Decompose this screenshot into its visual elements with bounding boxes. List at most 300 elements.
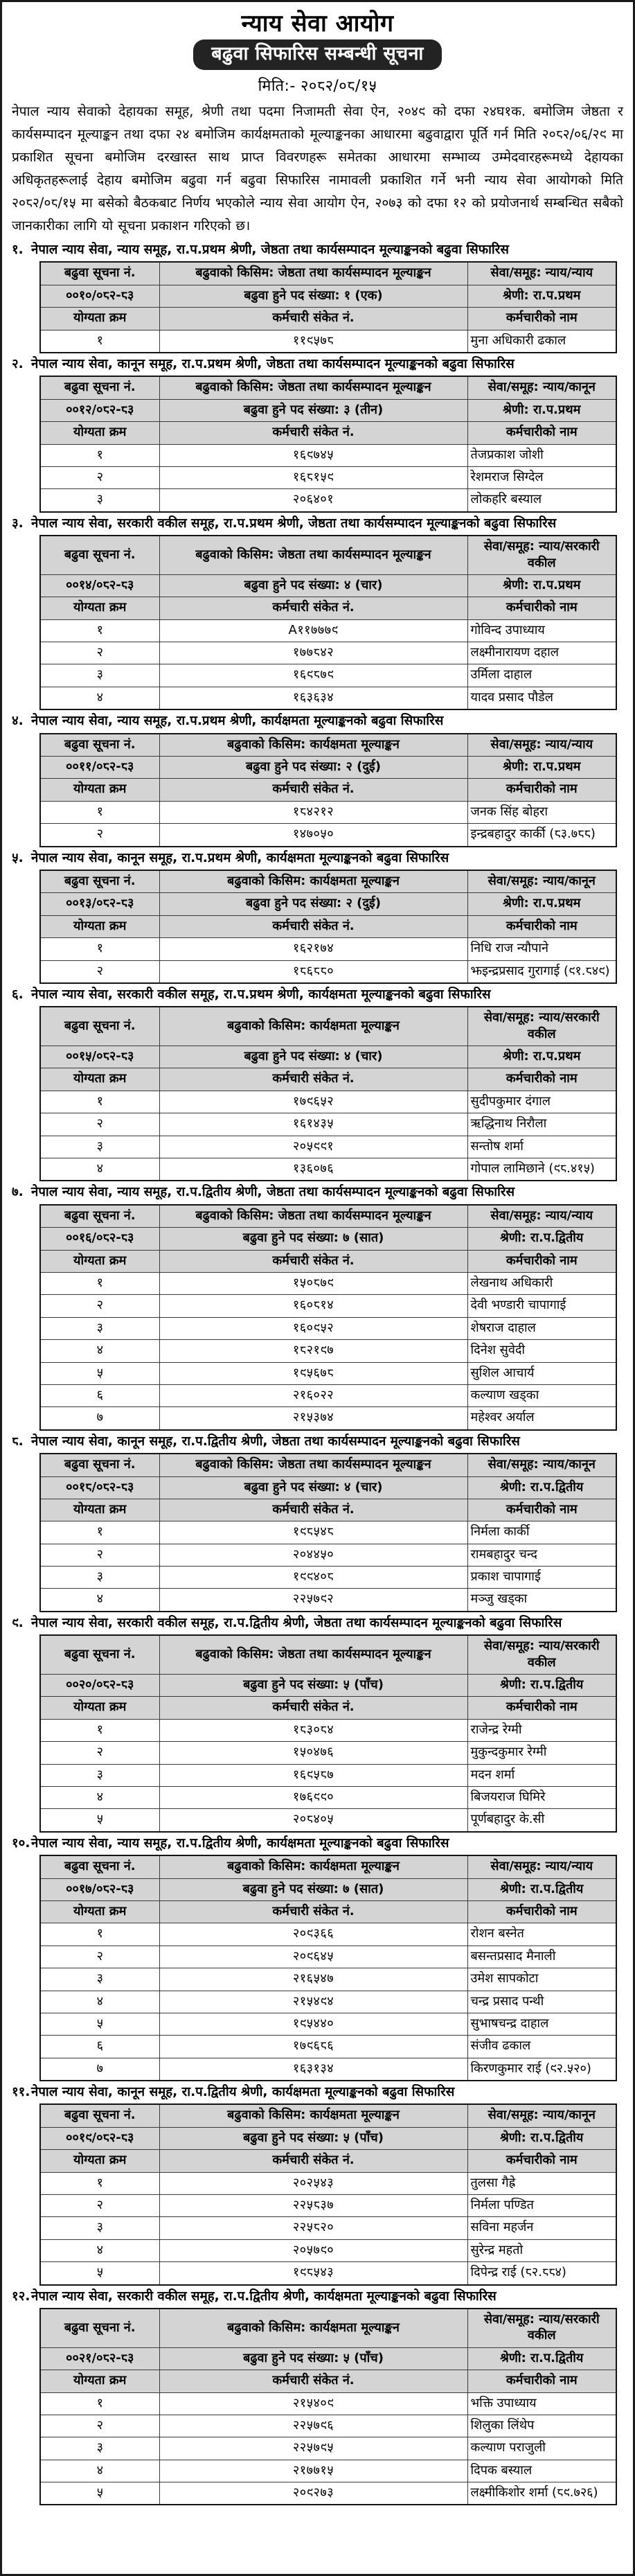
table-row	[40, 1991, 616, 2013]
employee-name: बिजयराज घिमिरे	[467, 1786, 616, 1808]
post-count-cell: बढुवा हुने पद संख्या: ५ (पाँच)	[159, 2127, 467, 2149]
section-number: ४.	[12, 714, 24, 729]
merit-rank: २	[40, 960, 159, 983]
table-meta-row	[40, 536, 616, 574]
employee-code: १६९५८७	[159, 1764, 467, 1786]
notice-no-value: ००१२/०८२-८३	[40, 399, 159, 421]
column-header-employee-code: कर्मचारी संकेत नं.	[159, 1250, 467, 1272]
table-meta-row	[40, 870, 616, 893]
service-group-cell: सेवा/समूह: न्याय/सरकारी वकील	[467, 2309, 616, 2347]
section-number: ६.	[12, 987, 24, 1002]
merit-rank: २	[40, 2195, 159, 2217]
column-header-employee-name: कर्मचारीको नाम	[467, 2370, 616, 2392]
table-row	[40, 466, 616, 488]
employee-name: कल्याण खड्का	[467, 1384, 616, 1406]
promotion-section	[12, 986, 623, 1182]
employee-name: निर्मला पण्डित	[467, 2195, 616, 2217]
merit-rank: ३	[40, 664, 159, 687]
employee-name: गोपाल लामिछाने (९८.४१५)	[467, 1158, 616, 1181]
section-heading	[12, 1614, 623, 1632]
column-header-merit: योग्यता क्रम	[40, 1900, 159, 1923]
post-count-cell: बढुवा हुने पद संख्या: ४ (चार)	[159, 1476, 467, 1499]
notice-no-value: ००१०/०८२-८३	[40, 285, 159, 307]
table-meta-row	[40, 2127, 616, 2149]
employee-code: १५०४७६	[159, 1742, 467, 1764]
employee-code: २०९३६६	[159, 1923, 467, 1946]
employee-code: A११७७७९	[159, 619, 467, 642]
employee-code: १३६०७६	[159, 1158, 467, 1181]
promotion-kind-cell: बढुवाको किसिम: कार्यक्षमता मूल्याङ्कन	[159, 734, 467, 757]
notice-no-value: ००२१/०८२-८३	[40, 2347, 159, 2370]
merit-rank: १	[40, 1719, 159, 1741]
employee-code: १६०८१४	[159, 1295, 467, 1317]
table-row	[40, 1742, 616, 1764]
section-heading	[12, 712, 623, 730]
promotion-kind-cell: बढुवाको किसिम: कार्यक्षमता मूल्याङ्कन	[159, 2309, 467, 2347]
employee-code: २०६४०१	[159, 489, 467, 512]
table-row	[40, 1719, 616, 1741]
employee-code: १९८५४३	[159, 2262, 467, 2285]
employee-code: १८४२१२	[159, 801, 467, 823]
employee-name: रेशमराज सिग्देल	[467, 466, 616, 488]
table-meta-row	[40, 574, 616, 597]
notice-no-value: ००१७/०८२-८३	[40, 1878, 159, 1900]
notice-no-label: बढुवा सूचना नं.	[40, 262, 159, 285]
section-number: १२.	[12, 2288, 30, 2304]
section-number: ५.	[12, 850, 24, 865]
employee-name: मुना अधिकारी ढकाल	[467, 330, 616, 353]
column-header-employee-name: कर्मचारीको नाम	[467, 1900, 616, 1923]
column-header-employee-name: कर्मचारीको नाम	[467, 779, 616, 801]
table-row	[40, 1273, 616, 1295]
employee-code: १७९६८६	[159, 2036, 467, 2058]
table-meta-row	[40, 376, 616, 399]
merit-rank: ३	[40, 489, 159, 512]
masthead	[12, 6, 623, 98]
service-group-cell: सेवा/समूह: न्याय/कानून	[467, 870, 616, 893]
merit-rank: १	[40, 1923, 159, 1946]
section-title: नेपाल न्याय सेवा, सरकारी वकील समूह, रा.प.द्वितीय श्रेणी, जेष्ठता तथा कार्यसम्पादन मूल्याङ्कनको बढुवा सिफारिस	[31, 1615, 562, 1630]
merit-rank: १	[40, 938, 159, 960]
employee-name: महेश्वर अर्याल	[467, 1407, 616, 1430]
employee-code: २१६०२२	[159, 1384, 467, 1406]
section-title: नेपाल न्याय सेवा, कानून समूह, रा.प.प्रथम श्रेणी, कार्यक्षमता मूल्याङ्कनको बढुवा सिफारिस	[31, 850, 449, 865]
section-title: नेपाल न्याय सेवा, न्याय समूह, रा.प.प्रथम श्रेणी, जेष्ठता तथा कार्यसम्पादन मूल्याङ्कनको बढुवा सिफारिस	[31, 242, 509, 258]
table-row	[40, 1317, 616, 1339]
notice-no-label: बढुवा सूचना नं.	[40, 2309, 159, 2347]
table-meta-row	[40, 1228, 616, 1250]
notice-no-value: ००१३/०८२-८३	[40, 893, 159, 915]
employee-name: चन्द्र प्रसाद पन्थी	[467, 1991, 616, 2013]
table-column-header-row	[40, 422, 616, 444]
table-row	[40, 2415, 616, 2437]
merit-rank: २	[40, 1742, 159, 1764]
table-meta-row	[40, 262, 616, 285]
employee-code: १६१४३५	[159, 1113, 467, 1136]
merit-rank: ३	[40, 2217, 159, 2239]
table-column-header-row	[40, 308, 616, 330]
employee-name: सुरेन्द्र महतो	[467, 2239, 616, 2261]
section-heading	[12, 355, 623, 373]
table-row	[40, 1136, 616, 1158]
section-heading	[12, 1835, 623, 1853]
employee-name: दिपक बस्याल	[467, 2460, 616, 2482]
employee-code: १६२१७४	[159, 938, 467, 960]
merit-rank: ५	[40, 1362, 159, 1384]
table-column-header-row	[40, 1697, 616, 1719]
column-header-employee-name: कर्मचारीको नाम	[467, 1499, 616, 1521]
employee-name: लक्ष्मीनारायण दहाल	[467, 642, 616, 664]
merit-rank: १	[40, 330, 159, 353]
employee-name: उर्मिला दाहाल	[467, 664, 616, 687]
table-row	[40, 1091, 616, 1113]
table-meta-row	[40, 2309, 616, 2347]
merit-rank: ३	[40, 2437, 159, 2460]
service-group-cell: सेवा/समूह: न्याय/सरकारी वकील	[467, 536, 616, 574]
column-header-employee-code: कर्मचारी संकेत नं.	[159, 1900, 467, 1923]
merit-rank: ५	[40, 2482, 159, 2505]
column-header-merit: योग्यता क्रम	[40, 308, 159, 330]
merit-rank: ७	[40, 1407, 159, 1430]
employee-code: १९५६७८	[159, 1362, 467, 1384]
table-column-header-row	[40, 597, 616, 619]
column-header-employee-name: कर्मचारीको नाम	[467, 308, 616, 330]
promotion-kind-cell: बढुवाको किसिम: जेष्ठता तथा कार्यसम्पादन मूल्याङ्कन	[159, 536, 467, 574]
employee-name: कल्याण पराजुली	[467, 2437, 616, 2460]
table-meta-row	[40, 285, 616, 307]
employee-name: उमेश सापकोटा	[467, 1968, 616, 1991]
table-column-header-row	[40, 915, 616, 937]
table-row	[40, 2239, 616, 2261]
promotion-kind-cell: बढुवाको किसिम: कार्यक्षमता मूल्याङ्कन	[159, 870, 467, 893]
employee-name: किरणकुमार राई (९२.५२०)	[467, 2058, 616, 2081]
table-row	[40, 2482, 616, 2505]
table-row	[40, 1946, 616, 1968]
section-number: ९.	[12, 1615, 24, 1630]
employee-code: १६८१५९	[159, 466, 467, 488]
table-row	[40, 1764, 616, 1786]
promotion-section	[12, 2083, 623, 2286]
notice-no-value: ००११/०८२-८३	[40, 757, 159, 779]
employee-code: २०९६४५	[159, 1946, 467, 1968]
promotion-table	[39, 1006, 617, 1181]
table-column-header-row	[40, 2150, 616, 2172]
table-meta-row	[40, 1454, 616, 1476]
employee-name: मदन शर्मा	[467, 1764, 616, 1786]
section-heading	[12, 515, 623, 533]
promotion-kind-cell: बढुवाको किसिम: जेष्ठता तथा कार्यसम्पादन मूल्याङ्कन	[159, 1454, 467, 1476]
employee-code: १८६८८०	[159, 960, 467, 983]
column-header-merit: योग्यता क्रम	[40, 779, 159, 801]
class-cell: श्रेणी: रा.प.प्रथम	[467, 399, 616, 421]
employee-code: २०५९९१	[159, 1136, 467, 1158]
merit-rank: १	[40, 1521, 159, 1544]
table-row	[40, 1158, 616, 1181]
merit-rank: ६	[40, 1384, 159, 1406]
column-header-merit: योग्यता क्रम	[40, 2370, 159, 2392]
merit-rank: ४	[40, 1786, 159, 1808]
employee-name: सन्तोष शर्मा	[467, 1136, 616, 1158]
promotion-table	[39, 733, 617, 847]
post-count-cell: बढुवा हुने पद संख्या: ५ (पाँच)	[159, 2347, 467, 2370]
notice-no-value: ००१४/०८२-८३	[40, 574, 159, 597]
section-heading	[12, 1183, 623, 1201]
column-header-employee-name: कर्मचारीको नाम	[467, 422, 616, 444]
column-header-employee-name: कर्मचारीको नाम	[467, 915, 616, 937]
employee-code: २०५७९०	[159, 2239, 467, 2261]
employee-code: १४७०५०	[159, 824, 467, 847]
section-title: नेपाल न्याय सेवा, सरकारी वकील समूह, रा.प.प्रथम श्रेणी, कार्यक्षमता मूल्याङ्कनको बढुवा सिफारिस	[31, 987, 491, 1002]
service-group-cell: सेवा/समूह: न्याय/न्याय	[467, 262, 616, 285]
table-row	[40, 1295, 616, 1317]
table-row	[40, 1113, 616, 1136]
table-row	[40, 2460, 616, 2482]
table-column-header-row	[40, 779, 616, 801]
table-row	[40, 2172, 616, 2194]
section-title: नेपाल न्याय सेवा, न्याय समूह, रा.प.प्रथम श्रेणी, कार्यक्षमता मूल्याङ्कनको बढुवा सिफारिस	[31, 714, 444, 729]
class-cell: श्रेणी: रा.प.प्रथम	[467, 893, 616, 915]
column-header-merit: योग्यता क्रम	[40, 1499, 159, 1521]
table-row	[40, 1809, 616, 1832]
promotion-section	[12, 515, 623, 711]
service-group-cell: सेवा/समूह: न्याय/कानून	[467, 376, 616, 399]
merit-rank: ४	[40, 1991, 159, 2013]
table-meta-row	[40, 399, 616, 421]
column-header-employee-name: कर्मचारीको नाम	[467, 597, 616, 619]
merit-rank: १	[40, 2172, 159, 2194]
table-meta-row	[40, 1046, 616, 1068]
class-cell: श्रेणी: रा.प.प्रथम	[467, 1046, 616, 1068]
section-number: ७.	[12, 1185, 24, 1200]
post-count-cell: बढुवा हुने पद संख्या: २ (दुई)	[159, 893, 467, 915]
employee-code: ११९५७८	[159, 330, 467, 353]
promotion-table	[39, 870, 617, 984]
merit-rank: ४	[40, 687, 159, 709]
employee-name: रामबहादुर चन्द	[467, 1544, 616, 1566]
table-meta-row	[40, 2104, 616, 2127]
promotion-kind-cell: बढुवाको किसिम: जेष्ठता तथा कार्यसम्पादन मूल्याङ्कन	[159, 262, 467, 285]
class-cell: श्रेणी: रा.प.द्वितीय	[467, 1878, 616, 1900]
column-header-merit: योग्यता क्रम	[40, 1697, 159, 1719]
employee-name: सुदीपकुमार दंगाल	[467, 1091, 616, 1113]
employee-name: तेजप्रकाश जोशी	[467, 444, 616, 466]
merit-rank: ५	[40, 2262, 159, 2285]
class-cell: श्रेणी: रा.प.द्वितीय	[467, 1476, 616, 1499]
table-row	[40, 2195, 616, 2217]
employee-name: दिनेश सुवेदी	[467, 1340, 616, 1362]
column-header-merit: योग्यता क्रम	[40, 1250, 159, 1272]
post-count-cell: बढुवा हुने पद संख्या: ४ (चार)	[159, 574, 467, 597]
section-heading	[12, 849, 623, 867]
employee-code: २२५७९२	[159, 1589, 467, 1612]
sections-container	[12, 241, 623, 2505]
promotion-table	[39, 2103, 617, 2285]
employee-code: २१५४०९	[159, 2392, 467, 2415]
promotion-section	[12, 849, 623, 984]
table-row	[40, 619, 616, 642]
employee-name: सविना महर्जन	[467, 2217, 616, 2239]
table-row	[40, 330, 616, 353]
organization-title: न्याय सेवा आयोग	[241, 10, 394, 37]
notice-no-label: बढुवा सूचना नं.	[40, 1454, 159, 1476]
promotion-kind-cell: बढुवाको किसिम: जेष्ठता तथा कार्यसम्पादन मूल्याङ्कन	[159, 376, 467, 399]
table-row	[40, 2013, 616, 2035]
employee-name: यादव प्रसाद पौडेल	[467, 687, 616, 709]
employee-name: राजेन्द्र रेग्मी	[467, 1719, 616, 1741]
post-count-cell: बढुवा हुने पद संख्या: ३ (तीन)	[159, 399, 467, 421]
promotion-table	[39, 1855, 617, 2081]
notice-date: मिति:- २०८२/०८/१५	[258, 77, 377, 95]
table-meta-row	[40, 1007, 616, 1046]
service-group-cell: सेवा/समूह: न्याय/सरकारी वकील	[467, 1007, 616, 1046]
employee-name: मञ्जु खड्का	[467, 1589, 616, 1612]
column-header-merit: योग्यता क्रम	[40, 1068, 159, 1091]
employee-code: १६०९५२	[159, 1317, 467, 1339]
column-header-employee-code: कर्मचारी संकेत नं.	[159, 597, 467, 619]
section-number: ८.	[12, 1433, 24, 1449]
column-header-employee-code: कर्मचारी संकेत नं.	[159, 422, 467, 444]
table-column-header-row	[40, 1250, 616, 1272]
notice-no-label: बढुवा सूचना नं.	[40, 1635, 159, 1674]
class-cell: श्रेणी: रा.प.प्रथम	[467, 757, 616, 779]
employee-code: १९९४०८	[159, 1567, 467, 1589]
merit-rank: २	[40, 1946, 159, 1968]
service-group-cell: सेवा/समूह: न्याय/कानून	[467, 2104, 616, 2127]
employee-name: शिलुका लिंथेप	[467, 2415, 616, 2437]
merit-rank: १	[40, 619, 159, 642]
table-row	[40, 2058, 616, 2081]
employee-code: २१५४९४	[159, 1991, 467, 2013]
table-row	[40, 938, 616, 960]
service-group-cell: सेवा/समूह: न्याय/सरकारी वकील	[467, 1635, 616, 1674]
column-header-employee-name: कर्मचारीको नाम	[467, 1697, 616, 1719]
promotion-section	[12, 712, 623, 847]
merit-rank: १	[40, 2392, 159, 2415]
table-row	[40, 2036, 616, 2058]
notice-no-label: बढुवा सूचना नं.	[40, 376, 159, 399]
notice-no-label: बढुवा सूचना नं.	[40, 536, 159, 574]
column-header-employee-code: कर्मचारी संकेत नं.	[159, 1068, 467, 1091]
column-header-employee-code: कर्मचारी संकेत नं.	[159, 915, 467, 937]
merit-rank: ३	[40, 1136, 159, 1158]
employee-code: २०८४०५	[159, 1809, 467, 1832]
promotion-section	[12, 355, 623, 513]
section-heading	[12, 2288, 623, 2306]
employee-code: १६९८७९	[159, 664, 467, 687]
section-number: ३.	[12, 515, 24, 531]
employee-name: शेषराज दाहाल	[467, 1317, 616, 1339]
post-count-cell: बढुवा हुने पद संख्या: ७ (सात)	[159, 1228, 467, 1250]
section-title: नेपाल न्याय सेवा, कानून समूह, रा.प.द्वितीय श्रेणी, जेष्ठता तथा कार्यसम्पादन मूल्याङ्कनको बढुवा सिफारिस	[31, 1433, 520, 1449]
table-row	[40, 1968, 616, 1991]
promotion-table	[39, 261, 617, 353]
notice-no-label: बढुवा सूचना नं.	[40, 1205, 159, 1228]
table-row	[40, 664, 616, 687]
table-row	[40, 1521, 616, 1544]
section-title: नेपाल न्याय सेवा, न्याय समूह, रा.प.द्वितीय श्रेणी, कार्यक्षमता मूल्याङ्कनको बढुवा सिफारिस	[31, 1835, 449, 1851]
class-cell: श्रेणी: रा.प.द्वितीय	[467, 2127, 616, 2149]
table-meta-row	[40, 2347, 616, 2370]
merit-rank: २	[40, 824, 159, 847]
merit-rank: ३	[40, 1317, 159, 1339]
promotion-kind-cell: बढुवाको किसिम: कार्यक्षमता मूल्याङ्कन	[159, 2104, 467, 2127]
employee-name: रोशन बस्नेत	[467, 1923, 616, 1946]
table-row	[40, 2392, 616, 2415]
employee-code: १७७८४२	[159, 642, 467, 664]
notice-no-value: ००१५/०८२-८३	[40, 1046, 159, 1068]
employee-name: लेखनाथ अधिकारी	[467, 1273, 616, 1295]
notice-no-label: बढुवा सूचना नं.	[40, 870, 159, 893]
table-row	[40, 801, 616, 823]
merit-rank: २	[40, 1544, 159, 1566]
employee-code: १८२१९७	[159, 1340, 467, 1362]
section-number: १.	[12, 242, 24, 258]
employee-name: जनक सिंह बोहरा	[467, 801, 616, 823]
promotion-table	[39, 1634, 617, 1833]
promotion-kind-cell: बढुवाको किसिम: कार्यक्षमता मूल्याङ्कन	[159, 1855, 467, 1878]
employee-name: मुकुन्दकुमार रेग्मी	[467, 1742, 616, 1764]
table-row	[40, 2217, 616, 2239]
employee-code: १६३६३४	[159, 687, 467, 709]
merit-rank: १	[40, 444, 159, 466]
column-header-employee-code: कर्मचारी संकेत नं.	[159, 1499, 467, 1521]
merit-rank: ३	[40, 1968, 159, 1991]
employee-code: २२५७९५	[159, 2437, 467, 2460]
ribbon-banner-wrap	[12, 39, 623, 70]
employee-name: देवी भण्डारी चापागाई	[467, 1295, 616, 1317]
column-header-employee-name: कर्मचारीको नाम	[467, 1250, 616, 1272]
section-title: नेपाल न्याय सेवा, न्याय समूह, रा.प.द्वितीय श्रेणी, जेष्ठता तथा कार्यसम्पादन मूल्याङ्कनको बढुवा सिफारिस	[31, 1185, 515, 1200]
merit-rank: २	[40, 1113, 159, 1136]
promotion-kind-cell: बढुवाको किसिम: कार्यक्षमता मूल्याङ्कन	[159, 1007, 467, 1046]
column-header-employee-code: कर्मचारी संकेत नं.	[159, 1697, 467, 1719]
table-column-header-row	[40, 1900, 616, 1923]
table-meta-row	[40, 1878, 616, 1900]
table-meta-row	[40, 757, 616, 779]
section-title: नेपाल न्याय सेवा, सरकारी वकील समूह, रा.प.प्रथम श्रेणी, जेष्ठता तथा कार्यसम्पादन मूल्याङ्कनको बढुवा सिफारिस	[31, 515, 557, 531]
employee-name: सुभाषचन्द्र दाहाल	[467, 2013, 616, 2035]
employee-code: १८३०८४	[159, 1719, 467, 1741]
service-group-cell: सेवा/समूह: न्याय/न्याय	[467, 1205, 616, 1228]
employee-name: निर्मला कार्की	[467, 1521, 616, 1544]
section-heading	[12, 986, 623, 1004]
promotion-table	[39, 2308, 617, 2506]
post-count-cell: बढुवा हुने पद संख्या: २ (दुई)	[159, 757, 467, 779]
merit-rank: २	[40, 642, 159, 664]
promotion-kind-cell: बढुवाको किसिम: जेष्ठता तथा कार्यसम्पादन मूल्याङ्कन	[159, 1635, 467, 1674]
table-meta-row	[40, 1635, 616, 1674]
promotion-table	[39, 376, 617, 512]
class-cell: श्रेणी: रा.प.द्वितीय	[467, 2347, 616, 2370]
employee-name: झइन्द्रप्रसाद गुरागाई (९१.८४९)	[467, 960, 616, 983]
section-heading	[12, 241, 623, 259]
class-cell: श्रेणी: रा.प.द्वितीय	[467, 1675, 616, 1697]
notice-no-value: ००२०/०८२-८३	[40, 1675, 159, 1697]
merit-rank: १	[40, 1091, 159, 1113]
table-row	[40, 1786, 616, 1808]
merit-rank: ५	[40, 1809, 159, 1832]
employee-code: १६९७४५	[159, 444, 467, 466]
table-row	[40, 444, 616, 466]
employee-code: १७६९९०	[159, 1786, 467, 1808]
notice-no-label: बढुवा सूचना नं.	[40, 1855, 159, 1878]
table-row	[40, 1340, 616, 1362]
table-row	[40, 1589, 616, 1612]
column-header-employee-code: कर्मचारी संकेत नं.	[159, 779, 467, 801]
table-row	[40, 1362, 616, 1384]
employee-name: बसन्तप्रसाद मैनाली	[467, 1946, 616, 1968]
table-column-header-row	[40, 2370, 616, 2392]
